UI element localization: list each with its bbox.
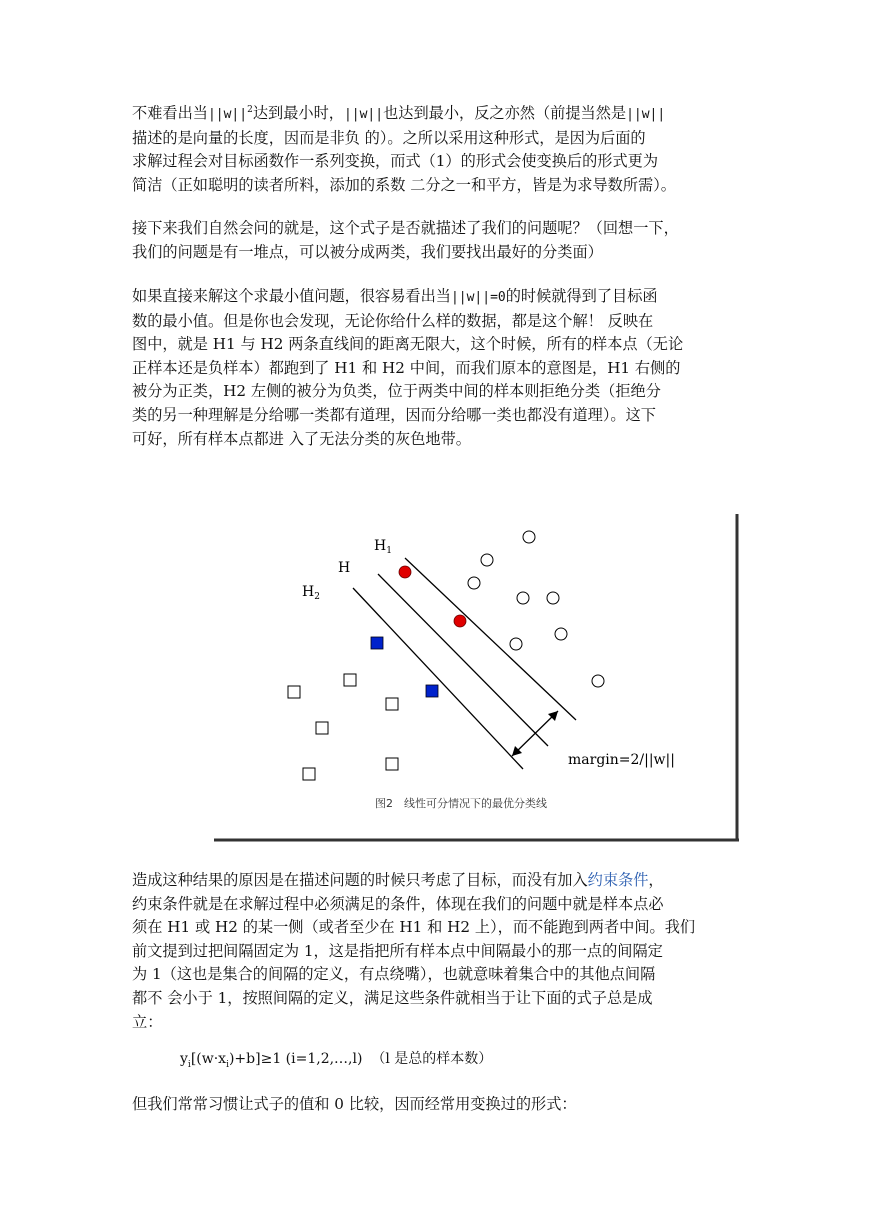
paragraph-question	[132, 217, 737, 264]
formula-y: y	[180, 1051, 188, 1067]
norm-w-2: ||w||	[343, 107, 384, 123]
formula-mid: [(w·x	[190, 1051, 227, 1067]
norm-w-3: ||w||	[626, 107, 666, 123]
para3-line2: 数的最小值。但是你也会发现，无论你给什么样的数据，都是这个解！ 反映在	[132, 311, 654, 330]
label-h2: $H_2$	[302, 584, 320, 602]
para3-line7: 可好，所有样本点都进 入了无法分类的灰色地带。	[132, 429, 471, 448]
para2-line1: 接下来我们自然会问的就是，这个式子是否就描述了我们的问题呢？（回想一下，	[132, 219, 679, 237]
positive-point	[468, 577, 480, 589]
para1-line2: 描述的是向量的长度，因而是非负 的）。之所以采用这种形式，是因为后面的	[132, 128, 646, 147]
para4-text-b: ，	[648, 871, 664, 889]
positive-point	[517, 592, 529, 604]
svm-margin-figure	[210, 510, 740, 842]
para4-line2: 约束条件就是在求解过程中必须满足的条件，体现在我们的问题中就是样本点必	[132, 894, 664, 913]
para3-line4: 正样本还是负样本）都跑到了 H1 和 H2 中间，而我们原本的意图是，H1 右侧的	[132, 358, 681, 377]
constraint-formula	[180, 1048, 492, 1070]
negative-support-vector	[426, 685, 438, 697]
negative-point	[288, 686, 300, 698]
formula-y-subscript: i	[187, 1059, 191, 1070]
para2-line2: 我们的问题是有一堆点，可以被分成两类，我们要找出最好的分类面）	[132, 242, 603, 261]
superscript-2: 2	[247, 105, 253, 115]
positive-point	[523, 531, 535, 543]
norm-w-zero: ||w||=0	[450, 290, 506, 305]
positive-point	[547, 592, 559, 604]
para4-text-a: 造成这种结果的原因是在描述问题的时候只考虑了目标，而没有加入	[132, 871, 588, 889]
para3-line5: 被分为正类，H2 左侧的被分为负类，位于两类中间的样本则拒绝分类（拒绝分	[132, 382, 661, 401]
positive-point	[481, 554, 493, 566]
negative-point	[303, 768, 315, 780]
negative-point	[344, 674, 356, 686]
para5-line1: 但我们常常习惯让式子的值和 0 比较，因而经常用变换过的形式：	[132, 1095, 577, 1113]
para3-line6: 类的另一种理解是分给哪一类都有道理，因而分给哪一类也都没有道理）。这下	[132, 405, 656, 424]
constraint-link[interactable]: 约束条件	[587, 871, 649, 889]
formula-x-subscript: i	[226, 1059, 229, 1070]
para4-line3: 须在 H1 或 H2 的某一侧（或者至少在 H1 和 H2 上），而不能跑到两者中间。我们	[132, 918, 696, 937]
para4-line1	[132, 869, 737, 893]
formula-note: （l 是总的样本数）	[371, 1051, 493, 1067]
figure-caption: 图2 线性可分情况下的最优分类线	[375, 797, 547, 810]
negative-point	[316, 722, 328, 734]
para1-line1	[132, 99, 737, 127]
paragraph-constraints	[132, 869, 737, 1034]
para1-text-c: 也达到最小，反之亦然（前提当然是	[383, 104, 627, 123]
para3-line3: 图中，就是 H1 与 H2 两条直线间的距离无限大，这个时候，所有的样本点（无论	[132, 335, 684, 354]
paragraph-norm-explanation	[132, 99, 737, 197]
margin-label: margin=2/||w||	[568, 752, 675, 768]
para4-line7: 立：	[132, 1012, 163, 1031]
para4-line5: 为 1（这也是集合的间隔的定义，有点绕嘴），也就意味着集合中的其他点间隔	[132, 965, 656, 984]
positive-point	[555, 628, 567, 640]
paragraph-minimum-problem	[132, 285, 737, 451]
norm-w-1: ||w||	[207, 107, 248, 123]
para3-line1	[132, 285, 737, 310]
positive-support-vector	[399, 566, 411, 578]
para4-line4: 前文提到过把间隔固定为 1，这是指把所有样本点中间隔最小的那一点的间隔定	[132, 941, 663, 960]
label-h: H	[338, 560, 351, 576]
positive-point	[510, 638, 522, 650]
para1-line4: 简洁（正如聪明的读者所料，添加的系数 二分之一和平方，皆是为求导数所需）。	[132, 175, 676, 194]
positive-support-vector	[454, 615, 466, 627]
para1-line3: 求解过程会对目标函数作一系列变换，而式（1）的形式会使变换后的形式更为	[132, 152, 659, 171]
para1-text-b: 达到最小时，	[252, 104, 344, 123]
para3-text-b: 的时候就得到了目标函	[505, 287, 658, 305]
positive-point	[592, 675, 604, 687]
formula-rest: )+b]≥1 (i=1,2,…,l)	[228, 1051, 363, 1067]
figure-background	[210, 510, 736, 838]
para3-text-a: 如果直接来解这个求最小值问题，很容易看出当	[132, 287, 451, 305]
negative-point	[386, 758, 398, 770]
label-h1: $H_1$	[374, 538, 392, 556]
para1-text-a: 不难看出当	[132, 104, 208, 123]
negative-support-vector	[371, 637, 383, 649]
para4-line6: 都不 会小于 1，按照间隔的定义，满足这些条件就相当于让下面的式子总是成	[132, 988, 653, 1007]
negative-point	[386, 698, 398, 710]
paragraph-transformed-form	[132, 1093, 737, 1117]
